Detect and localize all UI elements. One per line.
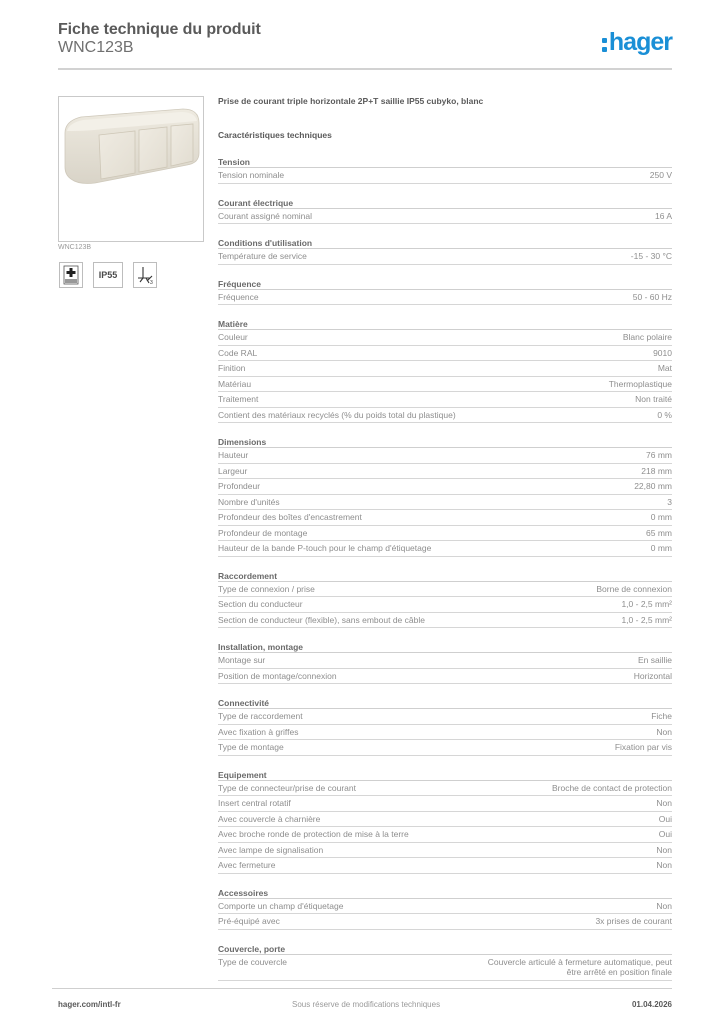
spec-row <box>218 827 672 843</box>
section-title: Connectivité <box>218 697 672 709</box>
section-title: Installation, montage <box>218 641 672 653</box>
spec-value: Non <box>656 900 672 911</box>
spec-label: Type de montage <box>218 742 284 752</box>
spec-label: Section de conducteur (flexible), sans embout de câble <box>218 614 425 625</box>
spec-row <box>218 899 672 915</box>
image-caption: WNC123B <box>58 244 92 251</box>
spec-row <box>218 613 672 629</box>
spec-label: Nombre d'unités <box>218 496 280 507</box>
spec-value: Fiche <box>651 711 672 721</box>
spec-value: Non <box>656 726 672 737</box>
specs-heading: Caractéristiques techniques <box>218 130 332 140</box>
spec-value: Broche de contact de protection <box>551 782 672 793</box>
spec-section <box>218 237 672 265</box>
spec-label: Comporte un champ d'étiquetage <box>218 900 344 911</box>
section-title: Fréquence <box>218 278 672 290</box>
spec-section <box>218 278 672 306</box>
spec-value: Oui <box>658 813 672 824</box>
spec-row <box>218 330 672 346</box>
spec-row <box>218 377 672 393</box>
spec-value: Non traité <box>635 394 672 404</box>
spec-value: Oui <box>658 829 672 839</box>
spec-value: 250 V <box>649 170 672 180</box>
spec-label: Courant assigné nominal <box>218 210 313 221</box>
page-title: Fiche technique du produit <box>58 21 261 38</box>
spec-row <box>218 796 672 812</box>
spec-value: Non <box>656 860 672 870</box>
spec-label: Position de montage/connexion <box>218 670 337 681</box>
spec-label: Section du conducteur <box>218 599 303 609</box>
temperature-range-icon <box>133 262 157 288</box>
spec-label: Largeur <box>218 465 248 476</box>
section-title: Matière <box>218 318 672 330</box>
spec-section <box>218 197 672 225</box>
spec-value: 3x prises de courant <box>595 916 672 926</box>
spec-column <box>218 96 672 981</box>
spec-value: 0 mm <box>650 512 672 522</box>
spec-label: Avec couvercle à charnière <box>218 813 321 824</box>
section-title: Conditions d'utilisation <box>218 237 672 249</box>
product-name: Prise de courant triple horizontale 2P+T saillie IP55 cubyko, blanc <box>218 96 484 106</box>
spec-label: Avec lampe de signalisation <box>218 844 324 855</box>
section-title: Accessoires <box>218 887 672 899</box>
footer-website-link[interactable]: hager.com/intl-fr <box>58 1000 121 1009</box>
spec-value: Borne de connexion <box>596 583 672 594</box>
spec-value: 9010 <box>653 347 672 358</box>
spec-label: Type de couvercle <box>218 956 287 967</box>
spec-row <box>218 392 672 408</box>
spec-row <box>218 582 672 598</box>
spec-label: Fréquence <box>218 291 259 302</box>
spec-row <box>218 781 672 797</box>
spec-row <box>218 168 672 184</box>
spec-sections <box>218 156 672 981</box>
spec-label: Hauteur <box>218 450 249 460</box>
spec-row <box>218 361 672 377</box>
spec-value: 65 mm <box>646 527 672 538</box>
spec-label: Type de connecteur/prise de courant <box>218 782 356 793</box>
spec-value: Non <box>656 798 672 808</box>
spec-section <box>218 156 672 184</box>
ip55-icon: IP55 <box>93 262 123 288</box>
spec-row <box>218 740 672 756</box>
spec-label: Code RAL <box>218 347 258 358</box>
spec-section <box>218 641 672 684</box>
spec-value: Thermoplastique <box>608 378 672 389</box>
spec-value: 1,0 - 2,5 mm² <box>621 614 672 625</box>
spec-section <box>218 887 672 930</box>
spec-value: 22,80 mm <box>634 481 672 491</box>
spec-row <box>218 290 672 306</box>
footer-disclaimer: Sous réserve de modifications techniques <box>292 1000 441 1009</box>
spec-label: Type de raccordement <box>218 711 303 721</box>
spec-row <box>218 597 672 613</box>
spec-section <box>218 318 672 423</box>
spec-section <box>218 436 672 557</box>
spec-row <box>218 448 672 464</box>
spec-label: Insert central rotatif <box>218 798 291 808</box>
header-divider <box>58 68 672 70</box>
spec-label: Température de service <box>218 251 307 261</box>
spec-value: 76 mm <box>646 450 672 460</box>
spec-label: Profondeur <box>218 481 261 491</box>
plus-badge-icon <box>59 262 83 288</box>
spec-label: Avec fixation à griffes <box>218 726 299 737</box>
spec-row <box>218 914 672 930</box>
spec-value: Blanc polaire <box>622 332 672 342</box>
spec-label: Profondeur des boîtes d'encastrement <box>218 512 362 522</box>
svg-text:3: 3 <box>150 280 153 285</box>
logo-text: hager <box>608 28 672 56</box>
spec-value: En saillie <box>637 655 672 665</box>
spec-value: Non <box>656 844 672 855</box>
spec-row <box>218 955 672 981</box>
spec-row <box>218 653 672 669</box>
spec-value: -15 - 30 °C <box>630 251 672 261</box>
product-image <box>58 96 204 242</box>
spec-row <box>218 812 672 828</box>
spec-row <box>218 843 672 859</box>
spec-section <box>218 697 672 756</box>
spec-value: Mat <box>657 363 672 373</box>
spec-row <box>218 669 672 685</box>
spec-row <box>218 526 672 542</box>
spec-value: Fixation par vis <box>614 742 672 752</box>
spec-row <box>218 249 672 265</box>
spec-row <box>218 408 672 424</box>
spec-label: Hauteur de la bande P-touch pour le champ d'étiquetage <box>218 543 432 553</box>
feature-icons-row <box>59 262 157 288</box>
spec-label: Montage sur <box>218 655 266 665</box>
spec-row <box>218 725 672 741</box>
spec-row <box>218 858 672 874</box>
product-reference: WNC123B <box>58 39 134 56</box>
spec-section <box>218 943 672 981</box>
spec-value: 218 mm <box>641 465 672 476</box>
logo-colon-icon <box>602 38 607 52</box>
section-title: Dimensions <box>218 436 672 448</box>
socket-product-illustration <box>59 97 205 243</box>
spec-row <box>218 510 672 526</box>
footer-divider <box>52 988 672 989</box>
section-title: Equipement <box>218 769 672 781</box>
spec-label: Type de connexion / prise <box>218 583 315 594</box>
section-title: Raccordement <box>218 570 672 582</box>
spec-value: 1,0 - 2,5 mm² <box>621 599 672 609</box>
spec-section <box>218 769 672 874</box>
spec-row <box>218 464 672 480</box>
spec-section <box>218 570 672 629</box>
spec-row <box>218 709 672 725</box>
spec-label: Couleur <box>218 332 248 342</box>
spec-row <box>218 346 672 362</box>
spec-label: Matériau <box>218 378 252 389</box>
spec-value: 0 mm <box>650 543 672 553</box>
section-title: Courant électrique <box>218 197 672 209</box>
spec-row <box>218 541 672 557</box>
spec-label: Profondeur de montage <box>218 527 308 538</box>
spec-label: Pré-équipé avec <box>218 916 280 926</box>
spec-label: Contient des matériaux recyclés (% du poids total du plastique) <box>218 409 456 420</box>
spec-value: 3 <box>667 496 672 507</box>
section-title: Tension <box>218 156 672 168</box>
spec-label: Avec fermeture <box>218 860 276 870</box>
spec-row <box>218 479 672 495</box>
spec-label: Traitement <box>218 394 259 404</box>
spec-value: Horizontal <box>633 670 672 681</box>
spec-label: Avec broche ronde de protection de mise à la terre <box>218 829 409 839</box>
spec-value: 50 - 60 Hz <box>632 291 672 302</box>
spec-value: 16 A <box>654 210 672 221</box>
section-title: Couvercle, porte <box>218 943 672 955</box>
spec-row <box>218 209 672 225</box>
footer-date: 01.04.2026 <box>631 1000 672 1009</box>
hager-logo <box>602 28 672 57</box>
spec-value: Couvercle articulé à fermeture automatique, peut être arrêté en position finale <box>487 956 672 977</box>
spec-label: Tension nominale <box>218 170 285 180</box>
spec-label: Finition <box>218 363 246 373</box>
spec-value: 0 % <box>657 409 672 420</box>
spec-row <box>218 495 672 511</box>
